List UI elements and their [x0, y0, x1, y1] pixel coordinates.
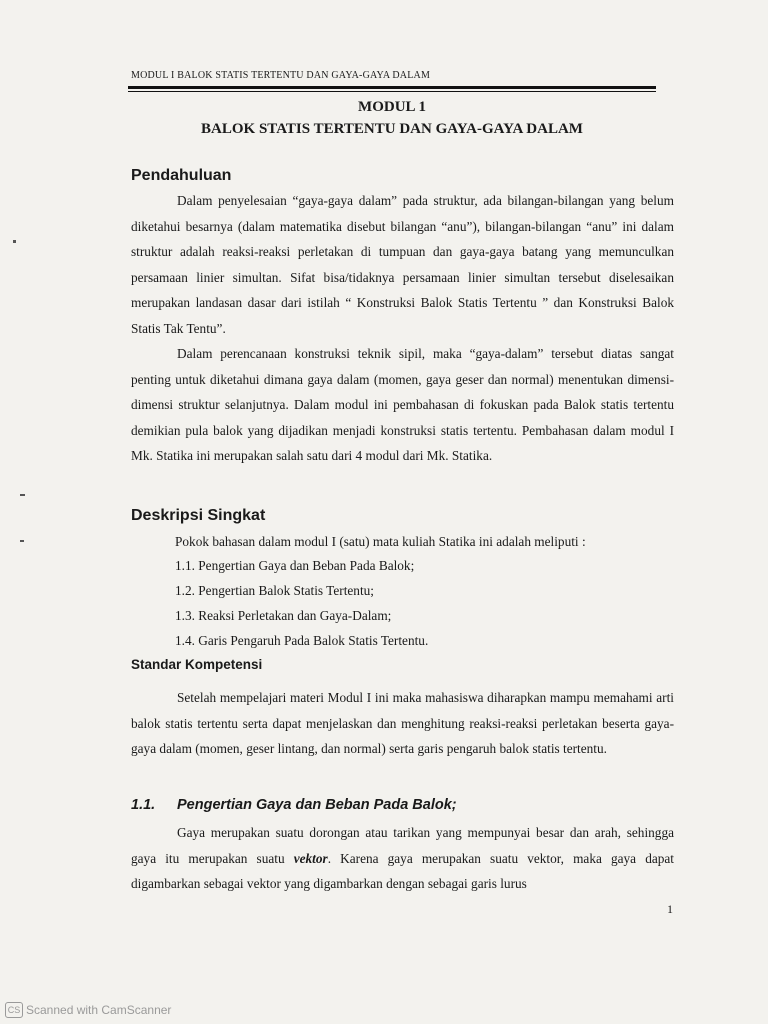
running-head: MODUL I BALOK STATIS TERTENTU DAN GAYA-GAYA DALAM — [131, 70, 431, 81]
scan-speck — [20, 540, 24, 542]
section-1-1-paragraph — [131, 820, 674, 897]
standar-body — [131, 685, 674, 762]
standar-paragraph: Setelah mempelajari materi Modul I ini maka mahasiswa diharapkan mampu memahami arti balok statis tertentu serta dapat menjelaskan dan menghitung reaksi-reaksi perletakan beserta gaya-gaya dalam (momen, geser lintang, dan normal) serta garis pengaruh balok statis tertentu. — [131, 690, 674, 756]
list-item: 1.4. Garis Pengaruh Pada Balok Statis Tertentu. — [175, 633, 429, 648]
emphasis-vektor: vektor — [293, 850, 328, 866]
list-item: 1.2. Pengertian Balok Statis Tertentu; — [175, 583, 374, 598]
module-subtitle: BALOK STATIS TERTENTU DAN GAYA-GAYA DALAM — [201, 121, 583, 137]
page-number: 1 — [667, 902, 673, 916]
camscanner-logo-icon: CS — [5, 1002, 23, 1018]
scanner-watermark-text: Scanned with CamScanner — [26, 1003, 172, 1017]
list-item: 1.3. Reaksi Perletakan dan Gaya-Dalam; — [175, 608, 392, 623]
scanner-watermark — [5, 1002, 171, 1018]
heading-standar-kompetensi: Standar Kompetensi — [131, 657, 263, 672]
section-1-1-body — [131, 820, 674, 897]
text-after-vektor: . Karena gaya merupakan suatu vektor, maka gaya dapat digambarkan sebagai vektor yang digambarkan dengan sebagai garis lurus — [131, 850, 674, 891]
text-before-vektor: Gaya merupakan suatu dorongan atau tarikan yang mempunyai besar dan arah, sehingga gaya itu merupakan suatu — [131, 825, 674, 866]
scan-speck — [20, 494, 25, 496]
section-title: Pengertian Gaya dan Beban Pada Balok; — [177, 797, 457, 813]
section-number: 1.1. — [131, 797, 156, 813]
pendahuluan-paragraph-2: Dalam perencanaan konstruksi teknik sipil, maka “gaya-dalam” tersebut diatas sangat penting untuk diketahui dimana gaya dalam (momen, gaya geser dan normal) menentukan dimensi-dimensi struktur selanjutnya. Dalam modul ini pembahasan di fokuskan pada Balok statis tertentu demikian pula balok yang dijadikan menjadi konstruksi statis tertentu. Pembahasan dalam modul I Mk. Statika ini merupakan salah satu dari 4 modul dari Mk. Statika. — [131, 346, 674, 463]
deskripsi-intro: Pokok bahasan dalam modul I (satu) mata kuliah Statika ini adalah meliputi : — [175, 534, 586, 549]
pendahuluan-body — [131, 188, 674, 469]
module-title: MODUL 1 — [358, 99, 426, 115]
scan-speck — [13, 240, 16, 243]
pendahuluan-paragraph-1: Dalam penyelesaian “gaya-gaya dalam” pada struktur, ada bilangan-bilangan yang belum diketahui besarnya (dalam matematika disebut bilangan “anu”), bilangan-bilangan “anu” ini dalam struktur adalah reaksi-reaksi perletakan di tumpuan dan gaya-gaya batang yang memunculkan persamaan linier simultan. Sifat bisa/tidaknya persamaan linier simultan tersebut diselesaikan merupakan landasan dasar dari istilah “ Konstruksi Balok Statis Tertentu ” dan Konstruksi Balok Statis Tak Tentu”. — [131, 193, 674, 336]
header-rule-thick — [128, 86, 656, 89]
heading-pendahuluan: Pendahuluan — [131, 167, 232, 184]
section-heading-1-1 — [131, 797, 457, 813]
header-rule-thin — [128, 91, 656, 92]
list-item: 1.1. Pengertian Gaya dan Beban Pada Balok; — [175, 558, 415, 573]
heading-deskripsi-singkat: Deskripsi Singkat — [131, 507, 266, 524]
